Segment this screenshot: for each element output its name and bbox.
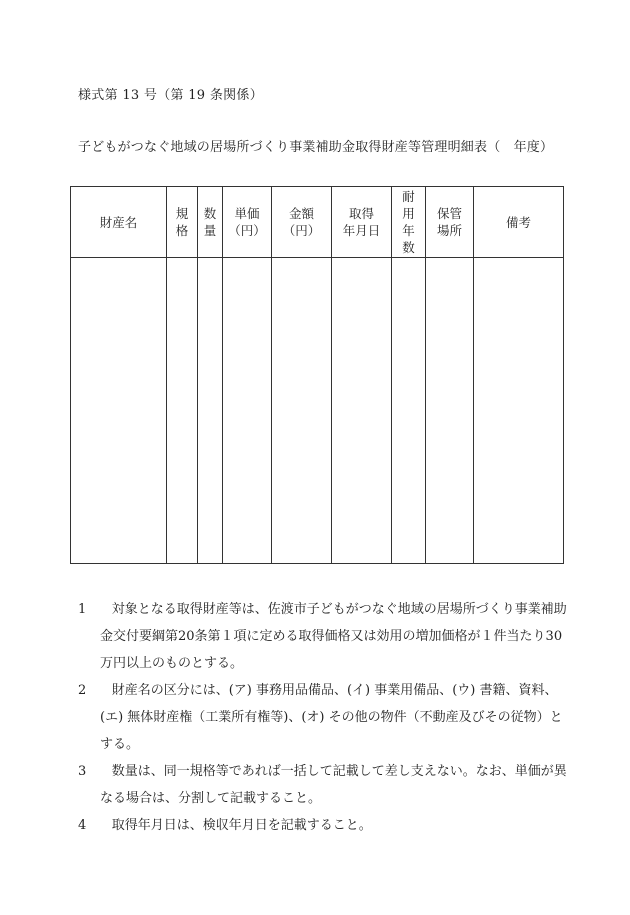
- note-text: 対象となる取得財産等は、佐渡市子どもがつなぐ地域の居場所づくり事業補助金交付要綱第20条第１項に定める取得価格又は効用の増加価格が１件当たり30万円以上のものとする。: [100, 602, 567, 671]
- note-number: 1: [78, 602, 87, 617]
- table-row: [71, 258, 564, 564]
- note-text: 取得年月日は、検収年月日を記載すること。: [111, 818, 372, 833]
- page-title: 子どもがつなぐ地域の居場所づくり事業補助金取得財産等管理明細表（ 年度）: [78, 140, 554, 155]
- note-item: [78, 758, 568, 812]
- note-item: [78, 812, 568, 839]
- cell-quantity[interactable]: [198, 258, 223, 564]
- cell-remarks[interactable]: [474, 258, 564, 564]
- column-header-acquisition-date: 取得 年月日: [332, 187, 392, 258]
- note-number: 3: [78, 764, 87, 779]
- cell-storage-location[interactable]: [426, 258, 474, 564]
- cell-amount[interactable]: [272, 258, 332, 564]
- column-header-remarks: 備考: [474, 187, 564, 258]
- notes-list: [78, 596, 568, 839]
- note-item: [78, 596, 568, 677]
- column-header-asset-name: 財産名: [71, 187, 167, 258]
- form-number: 様式第 13 号（第 19 条関係）: [78, 88, 264, 103]
- column-header-quantity: 数 量: [198, 187, 223, 258]
- note-number: 4: [78, 818, 87, 833]
- asset-ledger-table: [70, 186, 564, 564]
- cell-acquisition-date[interactable]: [332, 258, 392, 564]
- column-header-amount: 金額 （円）: [272, 187, 332, 258]
- note-text: 財産名の区分には、(ア) 事務用品備品、(イ) 事業用備品、(ウ) 書籍、資料、(エ) 無体財産権（工業所有権等)、(オ) その他の物件（不動産及びその従物）とする。: [100, 683, 563, 752]
- note-item: [78, 677, 568, 758]
- cell-unit-price[interactable]: [223, 258, 272, 564]
- column-header-useful-life: 耐 用 年 数: [392, 187, 426, 258]
- cell-useful-life[interactable]: [392, 258, 426, 564]
- note-text: 数量は、同一規格等であれば一括して記載して差し支えない。なお、単価が異なる場合は、分割して記載すること。: [100, 764, 567, 806]
- column-header-unit-price: 単価 （円）: [223, 187, 272, 258]
- column-header-storage-location: 保管 場所: [426, 187, 474, 258]
- cell-asset-name[interactable]: [71, 258, 167, 564]
- cell-specification[interactable]: [167, 258, 198, 564]
- table-header-row: [71, 187, 564, 258]
- note-number: 2: [78, 683, 87, 698]
- column-header-specification: 規 格: [167, 187, 198, 258]
